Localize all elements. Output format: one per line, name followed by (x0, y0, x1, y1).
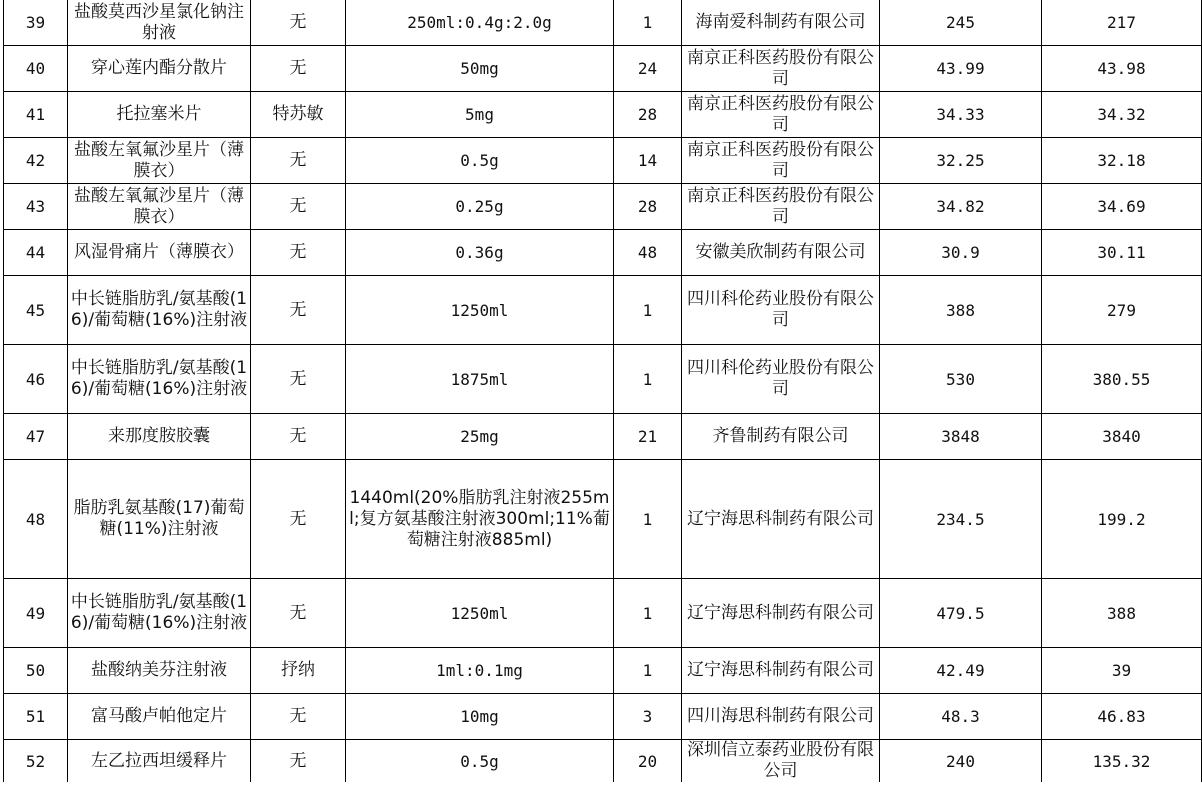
drug-name: 中长链脂肪乳/氨基酸(16)/葡萄糖(16%)注射液 (68, 345, 251, 414)
table-row (4, 92, 1202, 138)
adjusted-price: 39 (1042, 648, 1202, 694)
manufacturer: 南京正科医药股份有限公司 (682, 46, 880, 92)
drug-name: 来那度胺胶囊 (68, 414, 251, 460)
specification: 50mg (346, 46, 614, 92)
row-number: 52 (4, 740, 68, 783)
drug-name: 盐酸莫西沙星氯化钠注射液 (68, 0, 251, 46)
manufacturer: 南京正科医药股份有限公司 (682, 184, 880, 230)
pack-quantity: 3 (614, 694, 682, 740)
adjusted-price: 380.55 (1042, 345, 1202, 414)
table-row (4, 276, 1202, 345)
original-price: 530 (880, 345, 1042, 414)
manufacturer: 四川科伦药业股份有限公司 (682, 345, 880, 414)
adjusted-price: 388 (1042, 579, 1202, 648)
specification: 1ml:0.1mg (346, 648, 614, 694)
brand-name: 抒纳 (251, 648, 346, 694)
brand-name: 特苏敏 (251, 92, 346, 138)
manufacturer: 齐鲁制药有限公司 (682, 414, 880, 460)
table-row (4, 345, 1202, 414)
row-number: 43 (4, 184, 68, 230)
table-row (4, 46, 1202, 92)
specification: 250ml:0.4g:2.0g (346, 0, 614, 46)
manufacturer: 四川科伦药业股份有限公司 (682, 276, 880, 345)
brand-name: 无 (251, 184, 346, 230)
drug-name: 脂肪乳氨基酸(17)葡萄糖(11%)注射液 (68, 460, 251, 579)
adjusted-price: 135.32 (1042, 740, 1202, 783)
specification: 25mg (346, 414, 614, 460)
pack-quantity: 28 (614, 92, 682, 138)
pack-quantity: 1 (614, 0, 682, 46)
brand-name: 无 (251, 414, 346, 460)
brand-name: 无 (251, 579, 346, 648)
specification: 5mg (346, 92, 614, 138)
brand-name: 无 (251, 230, 346, 276)
manufacturer: 四川海思科制药有限公司 (682, 694, 880, 740)
original-price: 34.33 (880, 92, 1042, 138)
original-price: 479.5 (880, 579, 1042, 648)
manufacturer: 辽宁海思科制药有限公司 (682, 579, 880, 648)
brand-name: 无 (251, 694, 346, 740)
manufacturer: 安徽美欣制药有限公司 (682, 230, 880, 276)
drug-name: 盐酸左氧氟沙星片（薄膜衣） (68, 138, 251, 184)
drug-price-table (3, 0, 1202, 782)
original-price: 234.5 (880, 460, 1042, 579)
original-price: 240 (880, 740, 1042, 783)
original-price: 3848 (880, 414, 1042, 460)
pack-quantity: 1 (614, 648, 682, 694)
adjusted-price: 46.83 (1042, 694, 1202, 740)
pack-quantity: 21 (614, 414, 682, 460)
drug-name: 风湿骨痛片（薄膜衣） (68, 230, 251, 276)
original-price: 30.9 (880, 230, 1042, 276)
table-row (4, 414, 1202, 460)
pack-quantity: 28 (614, 184, 682, 230)
pack-quantity: 1 (614, 276, 682, 345)
table-row (4, 138, 1202, 184)
row-number: 42 (4, 138, 68, 184)
manufacturer: 海南爱科制药有限公司 (682, 0, 880, 46)
table-row (4, 579, 1202, 648)
specification: 0.5g (346, 740, 614, 783)
row-number: 47 (4, 414, 68, 460)
adjusted-price: 217 (1042, 0, 1202, 46)
drug-name: 穿心莲内酯分散片 (68, 46, 251, 92)
manufacturer: 南京正科医药股份有限公司 (682, 92, 880, 138)
specification: 0.25g (346, 184, 614, 230)
row-number: 39 (4, 0, 68, 46)
drug-name: 左乙拉西坦缓释片 (68, 740, 251, 783)
pack-quantity: 24 (614, 46, 682, 92)
original-price: 42.49 (880, 648, 1042, 694)
original-price: 48.3 (880, 694, 1042, 740)
adjusted-price: 279 (1042, 276, 1202, 345)
specification: 0.5g (346, 138, 614, 184)
manufacturer: 南京正科医药股份有限公司 (682, 138, 880, 184)
pack-quantity: 48 (614, 230, 682, 276)
row-number: 51 (4, 694, 68, 740)
specification: 1875ml (346, 345, 614, 414)
pack-quantity: 1 (614, 460, 682, 579)
brand-name: 无 (251, 138, 346, 184)
brand-name: 无 (251, 345, 346, 414)
row-number: 50 (4, 648, 68, 694)
brand-name: 无 (251, 46, 346, 92)
row-number: 49 (4, 579, 68, 648)
pack-quantity: 1 (614, 345, 682, 414)
row-number: 46 (4, 345, 68, 414)
adjusted-price: 32.18 (1042, 138, 1202, 184)
row-number: 44 (4, 230, 68, 276)
row-number: 41 (4, 92, 68, 138)
drug-name: 富马酸卢帕他定片 (68, 694, 251, 740)
adjusted-price: 43.98 (1042, 46, 1202, 92)
adjusted-price: 34.32 (1042, 92, 1202, 138)
table-row (4, 694, 1202, 740)
brand-name: 无 (251, 740, 346, 783)
row-number: 45 (4, 276, 68, 345)
brand-name: 无 (251, 0, 346, 46)
manufacturer: 深圳信立泰药业股份有限公司 (682, 740, 880, 783)
table-row (4, 460, 1202, 579)
original-price: 388 (880, 276, 1042, 345)
adjusted-price: 199.2 (1042, 460, 1202, 579)
original-price: 43.99 (880, 46, 1042, 92)
drug-name: 中长链脂肪乳/氨基酸(16)/葡萄糖(16%)注射液 (68, 579, 251, 648)
adjusted-price: 3840 (1042, 414, 1202, 460)
row-number: 48 (4, 460, 68, 579)
table-row (4, 0, 1202, 46)
pack-quantity: 1 (614, 579, 682, 648)
specification: 1440ml(20%脂肪乳注射液255ml;复方氨基酸注射液300ml;11%葡萄糖注射液885ml) (346, 460, 614, 579)
manufacturer: 辽宁海思科制药有限公司 (682, 460, 880, 579)
drug-name: 盐酸纳美芬注射液 (68, 648, 251, 694)
table-row (4, 648, 1202, 694)
brand-name: 无 (251, 276, 346, 345)
brand-name: 无 (251, 460, 346, 579)
original-price: 34.82 (880, 184, 1042, 230)
specification: 10mg (346, 694, 614, 740)
manufacturer: 辽宁海思科制药有限公司 (682, 648, 880, 694)
adjusted-price: 34.69 (1042, 184, 1202, 230)
drug-name: 中长链脂肪乳/氨基酸(16)/葡萄糖(16%)注射液 (68, 276, 251, 345)
drug-name: 盐酸左氧氟沙星片（薄膜衣） (68, 184, 251, 230)
pack-quantity: 20 (614, 740, 682, 783)
specification: 1250ml (346, 276, 614, 345)
original-price: 32.25 (880, 138, 1042, 184)
drug-name: 托拉塞米片 (68, 92, 251, 138)
table-row (4, 184, 1202, 230)
specification: 0.36g (346, 230, 614, 276)
original-price: 245 (880, 0, 1042, 46)
row-number: 40 (4, 46, 68, 92)
pack-quantity: 14 (614, 138, 682, 184)
adjusted-price: 30.11 (1042, 230, 1202, 276)
specification: 1250ml (346, 579, 614, 648)
table-row (4, 230, 1202, 276)
table-row (4, 740, 1202, 783)
